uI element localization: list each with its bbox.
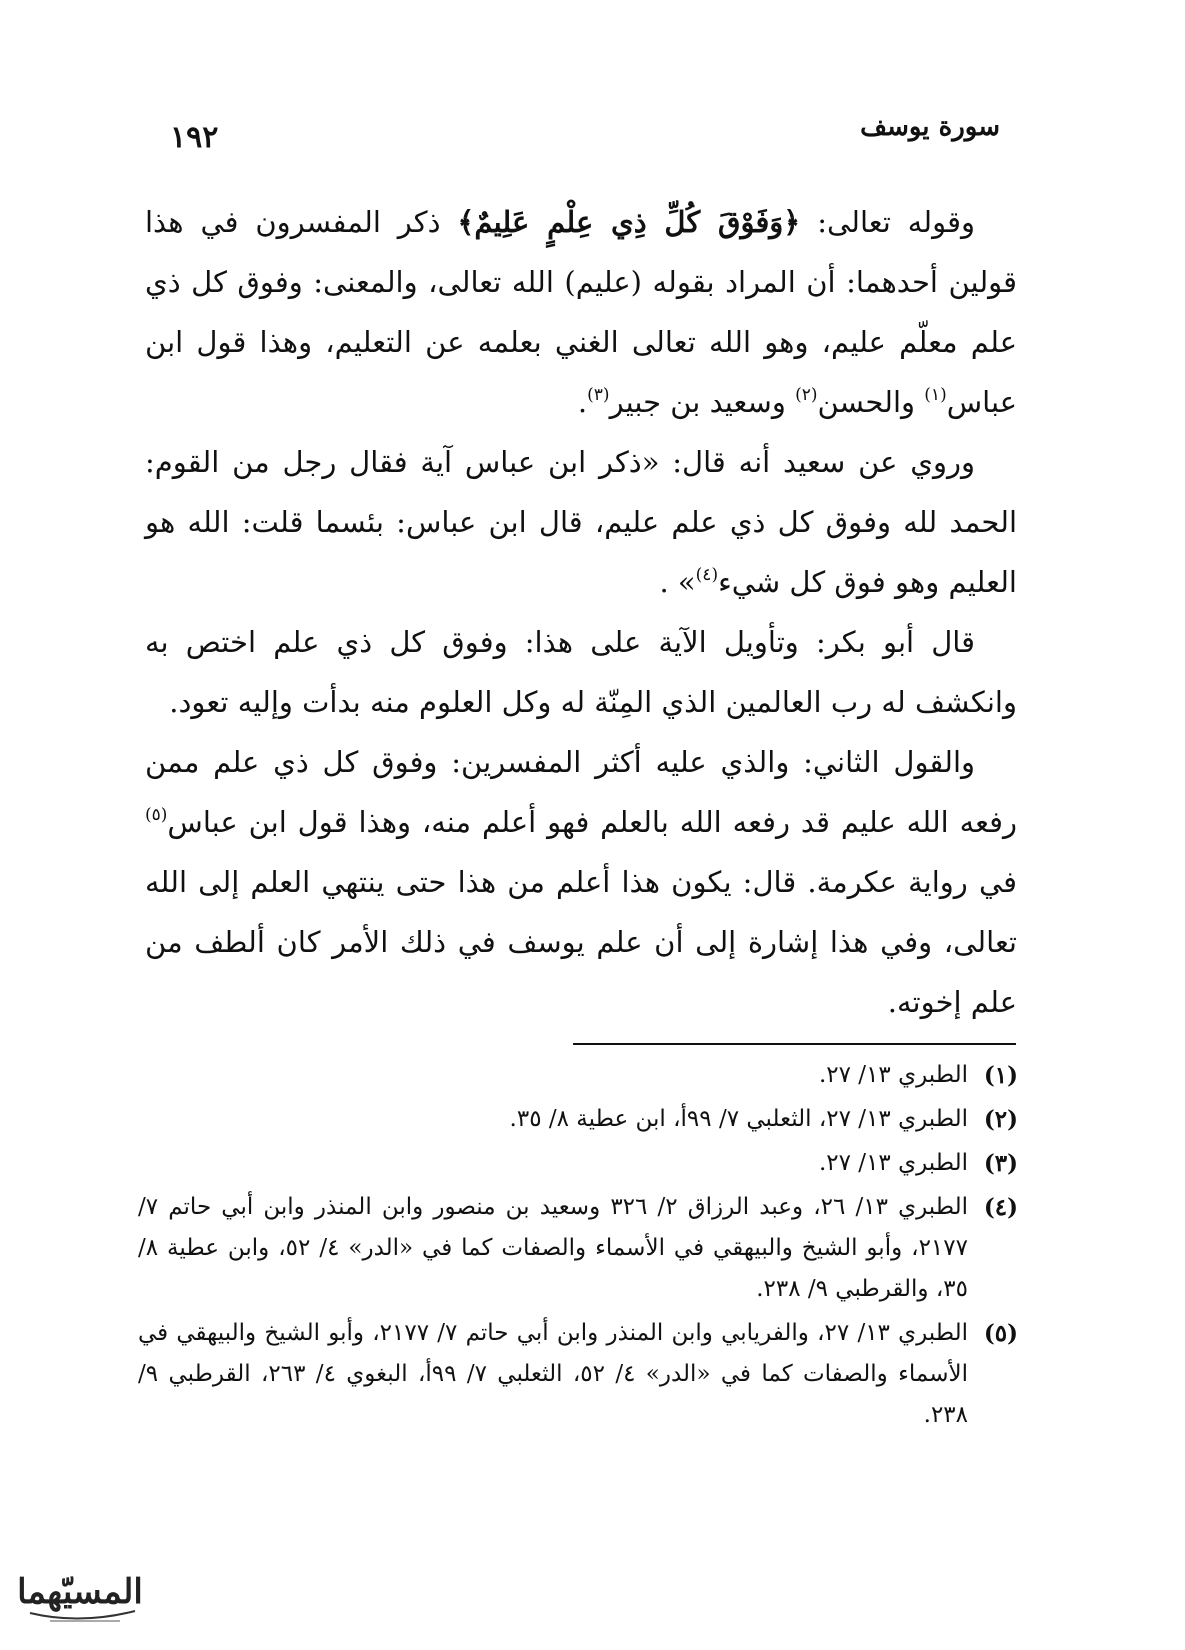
publisher-logo <box>10 1555 150 1635</box>
footnote-text: الطبري ١٣/ ٢٧، والفريابي وابن المنذر وابن أبي حاتم ٧/ ٢١٧٧، وأبو الشيخ والبيهقي في الأسماء والصفات كما في «الدر» ٤/ ٥٢، الثعلبي ٧/ ٩٩أ، البغوي ٤/ ٢٦٣، القرطبي ٩/ ٢٣٨. <box>138 1320 969 1428</box>
page-number: ١٩٢ <box>170 120 219 155</box>
main-text <box>145 192 1017 1032</box>
page-header <box>170 112 1000 162</box>
quran-verse: ﴿وَفَوْقَ كُلِّ ذِي عِلْمٍ عَلِيمٌ﴾ <box>457 205 801 239</box>
paragraph-3 <box>145 612 1017 732</box>
paragraph-1-text-3: وسعيد بن جبير <box>609 385 796 419</box>
footnote-ref-3[interactable]: (٣) <box>587 385 610 405</box>
paragraph-4-text: والقول الثاني: والذي عليه أكثر المفسرين: وفوق كل ذي علم ممن رفعه الله عليم قد رفعه الله بالعلم فهو أعلم منه، وهذا قول ابن عباس <box>145 745 1017 839</box>
footnote-text: الطبري ١٣/ ٢٦، وعبد الرزاق ٢/ ٣٢٦ وسعيد بن منصور وابن المنذر وابن أبي حاتم ٧/ ٢١٧٧، وأبو الشيخ والبيهقي في الأسماء والصفات كما في «الدر» ٤/ ٥٢، وابن عطية ٨/ ٣٥، والقرطبي ٩/ ٢٣٨. <box>138 1194 969 1302</box>
paragraph-1-end: . <box>577 385 588 419</box>
footnote-text: الطبري ١٣/ ٢٧. <box>818 1150 968 1176</box>
paragraph-2-text: وروي عن سعيد أنه قال: «ذكر ابن عباس آية فقال رجل من القوم: الحمد لله وفوق كل ذي علم عليم، قال ابن عباس: بئسما قلت: الله هو العليم وهو فوق كل شيء <box>145 445 1017 599</box>
footnote-ref-2[interactable]: (٢) <box>795 385 818 405</box>
footnote-number: (٢) <box>983 1106 1018 1133</box>
footnote-4 <box>138 1187 1018 1310</box>
surah-title: سورة يوسف <box>860 112 1000 142</box>
footnote-text: الطبري ١٣/ ٢٧، الثعلبي ٧/ ٩٩أ، ابن عطية ٨/ ٣٥. <box>509 1106 968 1132</box>
paragraph-1-text: ذكر المفسرون في هذا قولين أحدهما: أن المراد بقوله (عليم) الله تعالى، والمعنى: وفوق كل ذي علم معلّم عليم، وهو الله تعالى الغني بعلمه عن التعليم، وهذا قول ابن عباس <box>145 205 1017 419</box>
footnote-5 <box>138 1313 1018 1436</box>
footnote-number: (٥) <box>983 1320 1018 1347</box>
footnotes <box>138 1055 1018 1439</box>
footnote-text: الطبري ١٣/ ٢٧. <box>818 1062 968 1088</box>
footnote-ref-1[interactable]: (١) <box>924 385 947 405</box>
paragraph-1 <box>145 192 1017 432</box>
footnote-number: (٤) <box>983 1194 1018 1221</box>
footnote-ref-5[interactable]: (٥) <box>145 805 168 825</box>
paragraph-2 <box>145 432 1017 612</box>
footnote-number: (١) <box>983 1062 1018 1089</box>
paragraph-1-intro: وقوله تعالى: <box>800 205 975 239</box>
footnote-3 <box>138 1143 1018 1184</box>
paragraph-2-end: » . <box>659 565 696 599</box>
footnote-number: (٣) <box>983 1150 1018 1177</box>
paragraph-4 <box>145 732 1017 1032</box>
footnote-separator <box>573 1043 1016 1045</box>
footnote-2 <box>138 1099 1018 1140</box>
paragraph-4-end: في رواية عكرمة. قال: يكون هذا أعلم من هذا حتى ينتهي العلم إلى الله تعالى، وفي هذا إشارة إلى أن علم يوسف في ذلك الأمر كان ألطف من علم إخوته. <box>145 865 1017 1019</box>
footnote-ref-4[interactable]: (٤) <box>695 565 719 585</box>
footnote-1 <box>138 1055 1018 1096</box>
logo-calligraphy: المسيّهما <box>17 1572 143 1612</box>
paragraph-1-text-2: والحسن <box>817 385 925 419</box>
paragraph-3-text: قال أبو بكر: وتأويل الآية على هذا: وفوق كل ذي علم اختص به وانكشف له رب العالمين الذي المِنّة له وكل العلوم منه بدأت وإليه تعود. <box>145 625 1017 719</box>
